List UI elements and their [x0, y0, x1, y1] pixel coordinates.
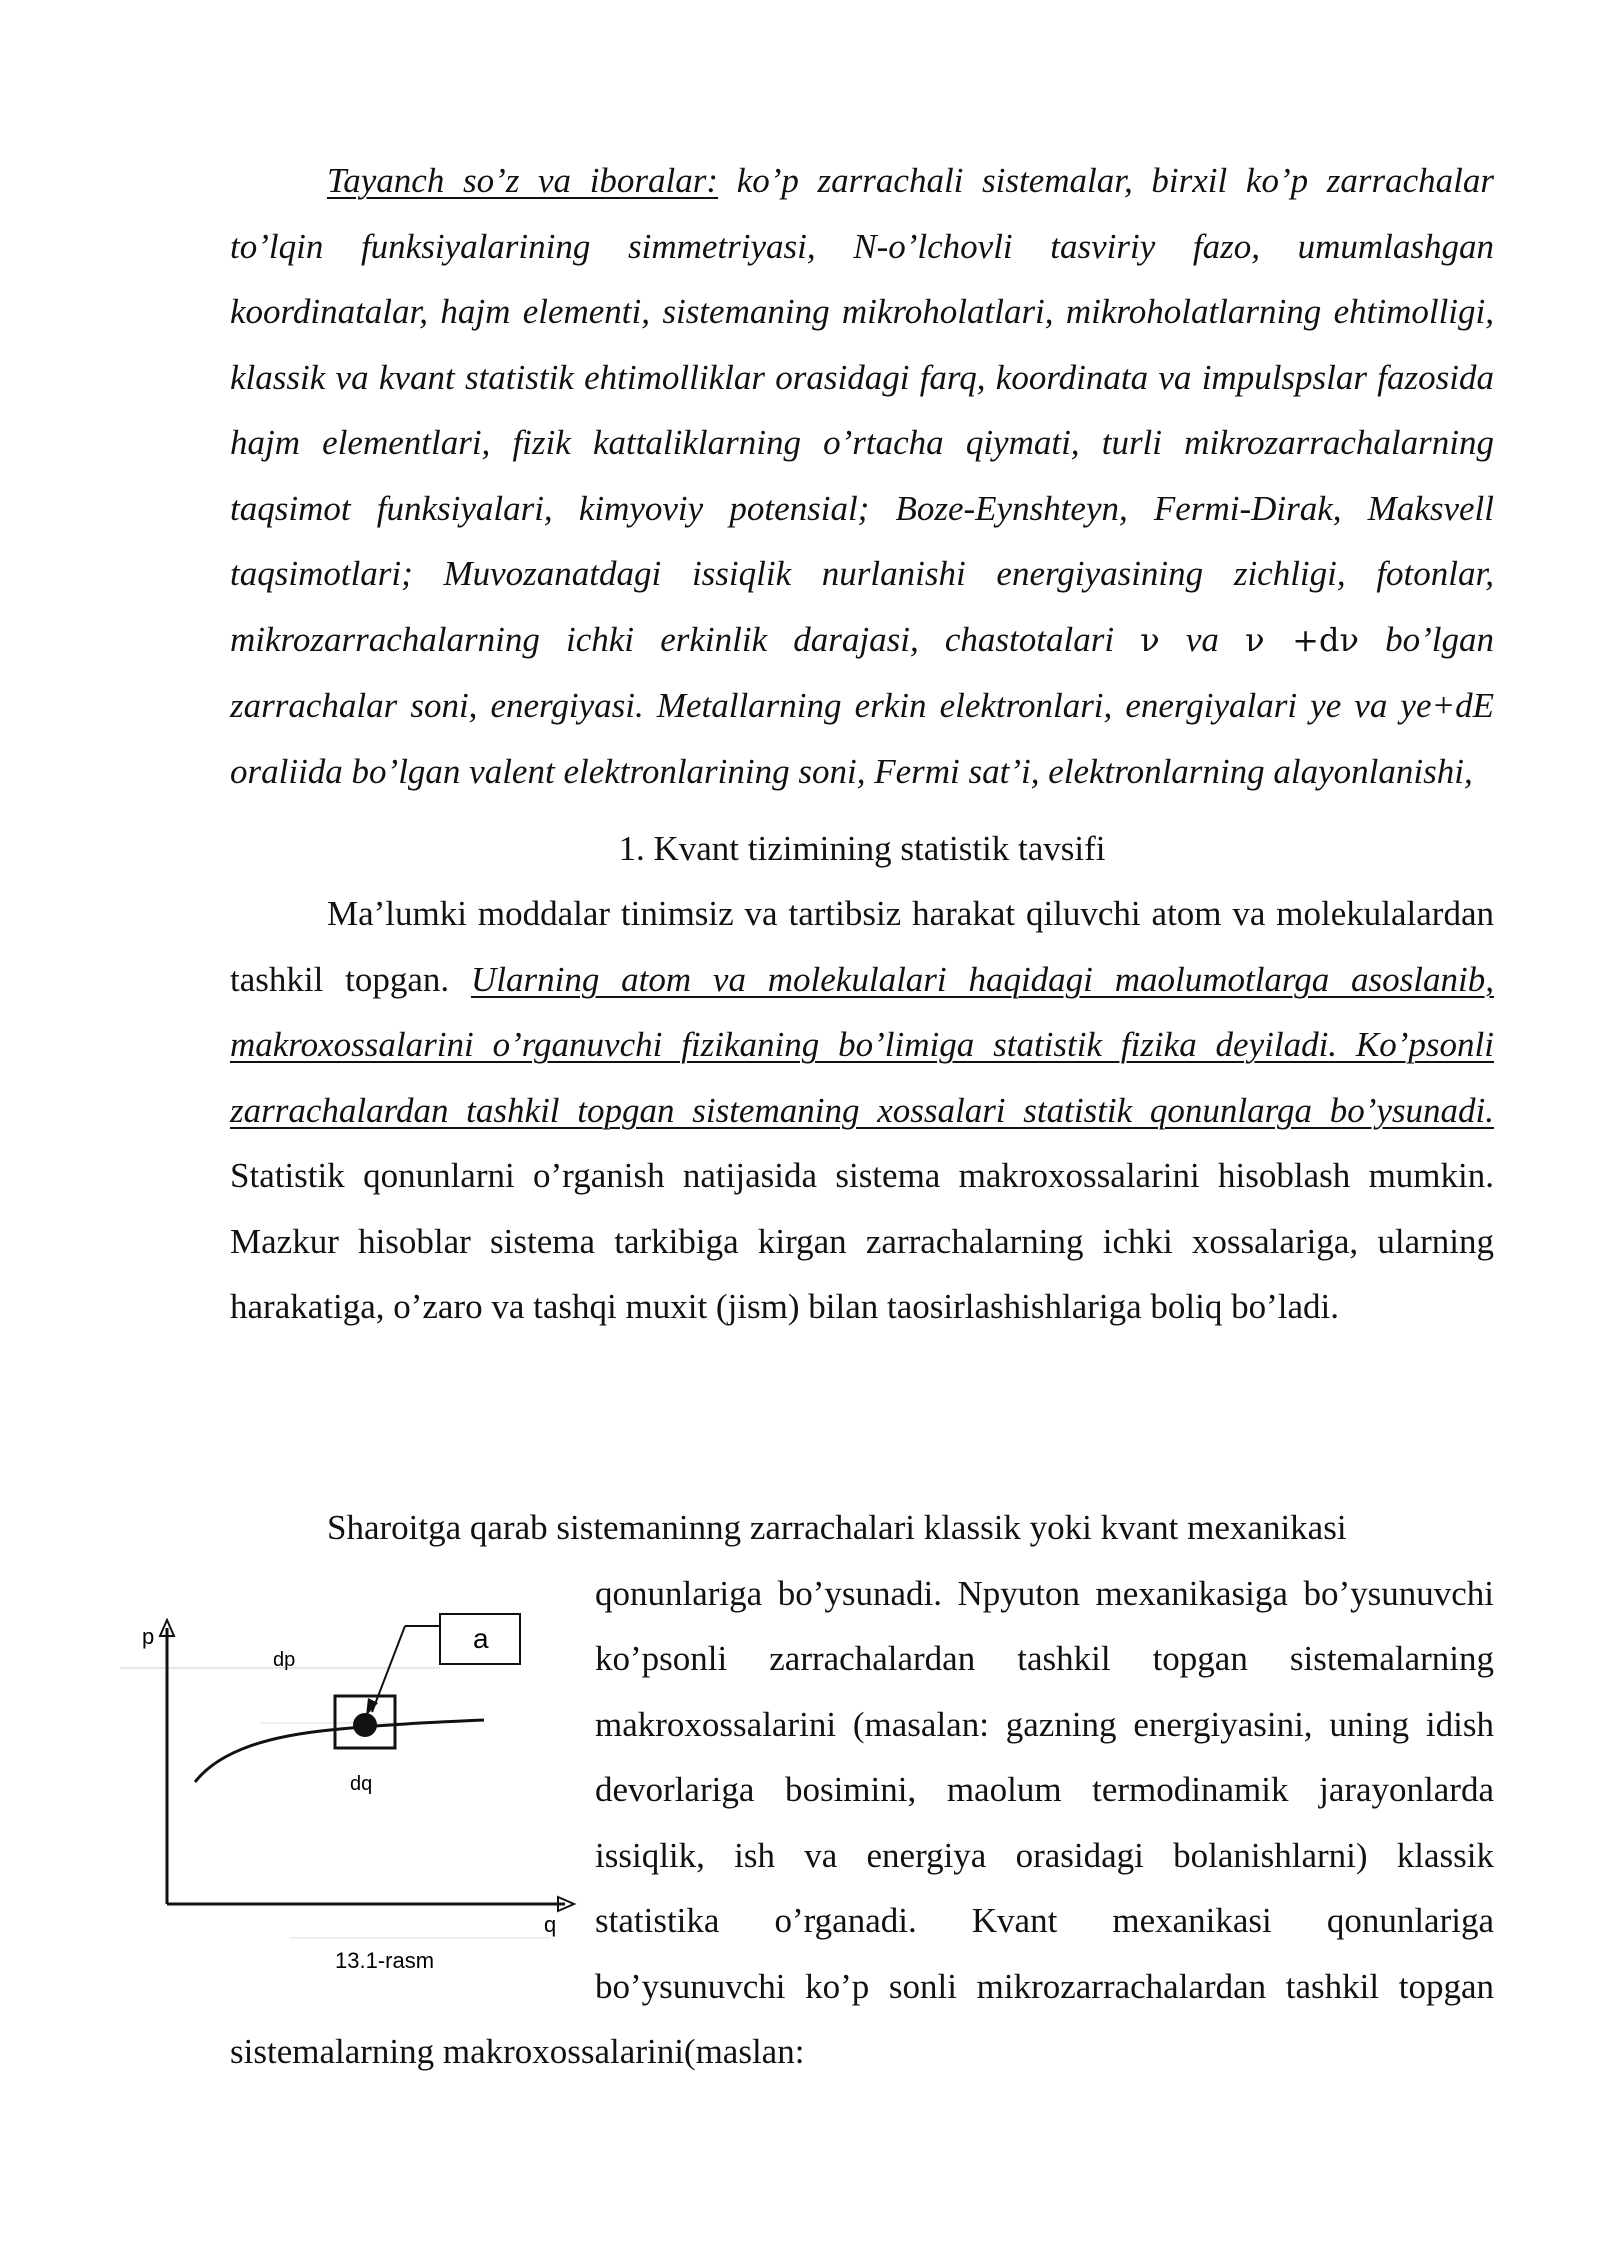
axis-label-p: p	[142, 1624, 155, 1649]
keywords-va: va	[1159, 619, 1246, 659]
section-title: 1. Kvant tizimining statistik tavsifi	[618, 829, 1106, 868]
keywords-text: ko’p zarrachali sistemalar, birxil ko’p zarrachalar to’lqin funksiyalarining simmetriyasi, N-o’lchovli tasviriy fazo, umumlashgan koordinatalar, hajm elementi, sistemaning mikroholatlari, mikroholatlarning ehtimolligi, klassik va kvant statistik ehtimolliklar orasidagi farq, koordinata va impulspslar fazosida hajm elementlari, fizik kattaliklarning o’rtacha qiymati, turli mikrozarrachalarning taqsimot funksiyalari, kimyoviy potensial; Boze-Eynshteyn, Fermi-Dirak, Maksvell taqsimotlari; Muvozanatdagi issiqlik nurlanishi energiyasining zichligi, fotonlar, mikrozarrachalarning ichki erkinlik darajasi, chastotalari	[230, 161, 1494, 659]
paragraph-wrapped-text: qonunlariga bo’ysunadi. Npyuton mexanikasiga bo’ysunuvchi ko’psonli zarrachalardan tashkil topgan sistemalarning makroxossalarini (masalan: gazning energiyasini, uning idish devorlariga bosimini, maolum termodinamik jarayonlarda issiqlik, ish va energiya orasidagi bolanishlarni) klassik statistika o’rganadi. Kvant mexanikasi qonunlariga bo’ysunuvchi ko’p sonli mikrozarrachalardan tashkil topgan sistemalarning makroxossalarini(maslan:	[230, 1573, 1494, 2071]
keywords-text-2: bo’lgan zarrachalar soni, energiyasi. Metallarning erkin elektronlari, energiyalari ye va ye+dE oraliida bo’lgan valent elektronlarining soni, Fermi sat’i, elektronlarning alayonlanishi,	[230, 619, 1494, 791]
keywords-paragraph	[230, 148, 1494, 804]
keywords-label: Tayanch so’z va iboralar:	[327, 161, 719, 200]
paragraph-first-line: Sharoitga qarab sistemaninng zarrachalari klassik yoki kvant mexanikasi	[327, 1508, 1347, 1547]
label-a: a	[473, 1623, 489, 1654]
intro-paragraph	[230, 881, 1494, 1340]
phase-point	[353, 1713, 377, 1737]
document-body	[230, 148, 1494, 1340]
intro-underlined-definition: Ularning atom va molekulalari haqidagi maolumotlarga asoslanib, makroxossalarini o’rganuvchi fizikaning bo’limiga statistik fizika deyiladi. Ko’psonli zarrachalardan tashkil topgan sistemaning xossalari statistik qonunlarga bo’ysunadi.	[230, 959, 1494, 1130]
pointer-line-diagonal	[372, 1626, 405, 1712]
nu-symbol: ν	[1140, 620, 1160, 659]
trajectory-curve	[195, 1720, 484, 1782]
label-dq: dq	[350, 1773, 373, 1795]
nu-dnu-symbol: ν +dν	[1245, 620, 1359, 659]
phase-space-diagram	[110, 1600, 580, 1980]
label-dp: dp	[273, 1649, 296, 1671]
phase-space-figure	[110, 1600, 580, 1980]
intro-plain-1: Ma’lumki moddalar tinimsiz va tartibsiz harakat qiluvchi atom va molekulalardan tashkil topgan.	[230, 894, 1494, 999]
figure-caption: 13.1-rasm	[335, 1948, 435, 1973]
intro-plain-2: Statistik qonunlarni o’rganish natijasida sistema makroxossalarini hisoblash mumkin. Mazkur hisoblar sistema tarkibiga kirgan zarrachalarning ichki xossalariga, ularning harakatiga, o’zaro va tashqi muxit (jism) bilan taosirlashishlariga boliq bo’ladi.	[230, 1156, 1494, 1326]
axis-label-q: q	[544, 1912, 557, 1937]
